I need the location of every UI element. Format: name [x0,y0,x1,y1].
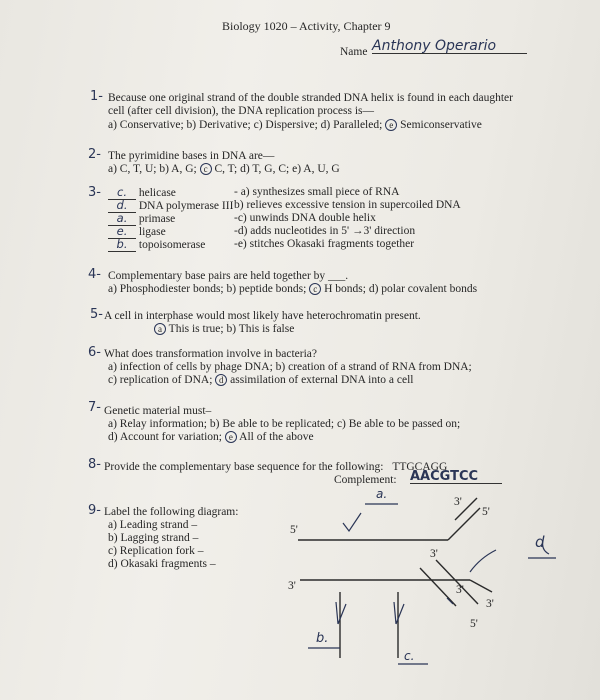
fork-lower-strand [470,580,492,592]
leading-strand-arrow [343,513,361,531]
q9-item-a: a) Leading strand – [108,519,198,531]
q6-text: What does transformation involve in bacteria? [104,348,317,360]
fork-arrow-d [470,550,496,572]
q1-text-line1: Because one original strand of the double stranded DNA helix is found in each daughter [108,92,513,104]
q3-right-column: - a) synthesizes small piece of RNA b) relieves excessive tension in supercoiled DNA -c) unwinds DNA double helix -d) adds nucleotides in 5' →3' direction -e) stitches Okasaki fragments together [234,186,461,250]
q3-answer-4: e. [108,225,136,239]
question-number-mark: 8- [88,457,101,472]
q3-answer-5: b. [108,238,136,252]
q3-answer-1: c. [108,186,136,200]
q9-item-d: d) Okasaki fragments – [108,558,216,570]
q9-item-c: c) Replication fork – [108,545,204,557]
q6-answer-circle: d [215,374,227,386]
q2-text: The pyrimidine bases in DNA are— [108,150,275,162]
q1-text-line2: cell (after cell division), the DNA replication process is— [108,105,375,117]
worksheet-title: Biology 1020 – Activity, Chapter 9 [222,19,391,33]
question-number-mark: 3- [88,185,101,200]
q6-options-line2: c) replication of DNA; d assimilation of external DNA into a cell [108,374,414,386]
q8-sequence: TTGCAGG [392,461,448,473]
q5-answer-circle: a [154,323,166,335]
diagram-answer-d: d [535,533,545,551]
name-label: Name [340,46,368,58]
q7-options-line2: d) Account for variation; e All of the above [108,431,314,443]
diagram-label-5prime-low: 3' [486,598,494,610]
fork-upper-strand-a [448,508,480,540]
question-number-mark: 2- [88,147,101,162]
diagram-label-5prime-left: 5' [290,524,298,536]
q4-answer-circle: c [309,283,321,295]
diagram-label-3prime-mid: 3' [430,548,438,560]
q5-text: A cell in interphase would most likely have heterochromatin present. [104,310,421,322]
diagram-label-5prime-bottom: 5' [470,618,478,630]
q7-text: Genetic material must– [104,405,212,417]
student-name: Anthony Operario [372,40,527,54]
q6-options-line1: a) infection of cells by phage DNA; b) creation of a strand of RNA from DNA; [108,361,472,373]
diagram-label-3prime-top: 3' [454,496,462,508]
diagonal-strand-a [420,568,456,606]
q3-left-column: c. helicase d. DNA polymerase III a. primase e. ligase b. topoisomerase [108,186,233,251]
q8-complement-answer: AACGTCC [410,470,502,484]
q7-options-line1: a) Relay information; b) Be able to be replicated; c) Be able to be passed on; [108,418,461,430]
diagram-label-3prime-left: 3' [288,580,296,592]
diagram-answer-c: c. [404,649,415,663]
okasaki-arrow-left [336,602,346,624]
q1-answer-circle: e [385,119,397,131]
q5-options: a This is true; b) This is false [154,323,294,336]
diagram-answer-a: a. [376,487,388,501]
question-number-mark: 9- [88,503,101,518]
q4-options: a) Phosphodiester bonds; b) peptide bonds; c H bonds; d) polar covalent bonds [108,283,478,295]
question-number-mark: 7- [88,400,101,415]
q3-answer-3: a. [108,212,136,226]
diagram-label-5prime-right: 5' [482,506,490,518]
question-number-mark: 5- [90,307,103,322]
q2-options: a) C, T, U; b) A, G; c C, T; d) T, G, C; e) A, U, G [108,163,340,175]
q9-text: Label the following diagram: [104,506,239,518]
q2-answer-circle: c [200,163,212,175]
diagram-label-3prime-low: 3' [456,584,464,596]
q7-answer-circle: e [225,431,237,443]
q3-answer-2: d. [108,199,136,213]
question-number-mark: 1- [90,89,103,104]
question-number-mark: 4- [88,267,101,282]
q1-options: a) Conservative; b) Derivative; c) Dispersive; d) Paralleled; e Semiconservative [108,119,482,131]
diagram-answer-b: b. [316,631,329,646]
question-number-mark: 6- [88,345,101,360]
q8-complement-label: Complement: [334,474,397,486]
q9-item-b: b) Lagging strand – [108,532,199,544]
okasaki-arrow-right [394,602,404,624]
q8-text: Provide the complementary base sequence for the following: TTGCAGG [104,461,448,473]
q4-text: Complementary base pairs are held together by ___. [108,270,349,282]
diagonal-strand-b [436,560,478,604]
